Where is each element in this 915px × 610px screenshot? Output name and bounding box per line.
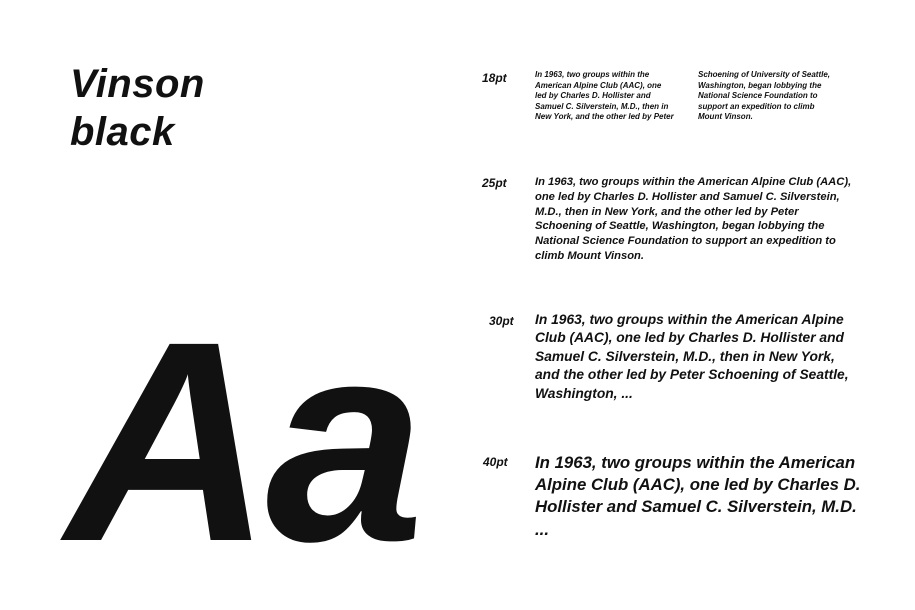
size-label-18pt: 18pt: [482, 71, 507, 85]
sample-18pt-col2: Schoening of University of Seattle, Washington, began lobbying the National Science Foundation to support an expedition to climb Mount Vinson.: [698, 70, 831, 121]
size-label-25pt: 25pt: [482, 176, 507, 190]
glyph-specimen: Aa: [66, 283, 419, 601]
font-title-line1: Vinson: [70, 62, 205, 106]
font-title: [70, 60, 205, 156]
sample-30pt: In 1963, two groups within the American Alpine Club (AAC), one led by Charles D. Hollister and Samuel C. Silverstein, M.D., then in New York, and the other led by Peter Schoening of Seattle, Washington, ...: [535, 312, 849, 401]
size-label-30pt: 30pt: [489, 314, 514, 328]
sample-25pt: In 1963, two groups within the American Alpine Club (AAC), one led by Charles D. Hollister and Samuel C. Silverstein, M.D., then in New York, and the other led by Peter Schoening of Seattle, Washington, began lobbying the National Science Foundation to support an expedition to climb Mount Vinson.: [535, 176, 852, 262]
size-label-40pt: 40pt: [483, 455, 508, 469]
sample-40pt: In 1963, two groups within the American Alpine Club (AAC), one led by Charles D. Hollister and Samuel C. Silverstein, M.D. ...: [535, 453, 861, 539]
sample-18pt-col1: In 1963, two groups within the American Alpine Club (AAC), one led by Charles D. Hollister and Samuel C. Silverstein, M.D., then in New York, and the other led by Peter: [535, 70, 674, 121]
font-title-line2: black: [70, 110, 175, 154]
